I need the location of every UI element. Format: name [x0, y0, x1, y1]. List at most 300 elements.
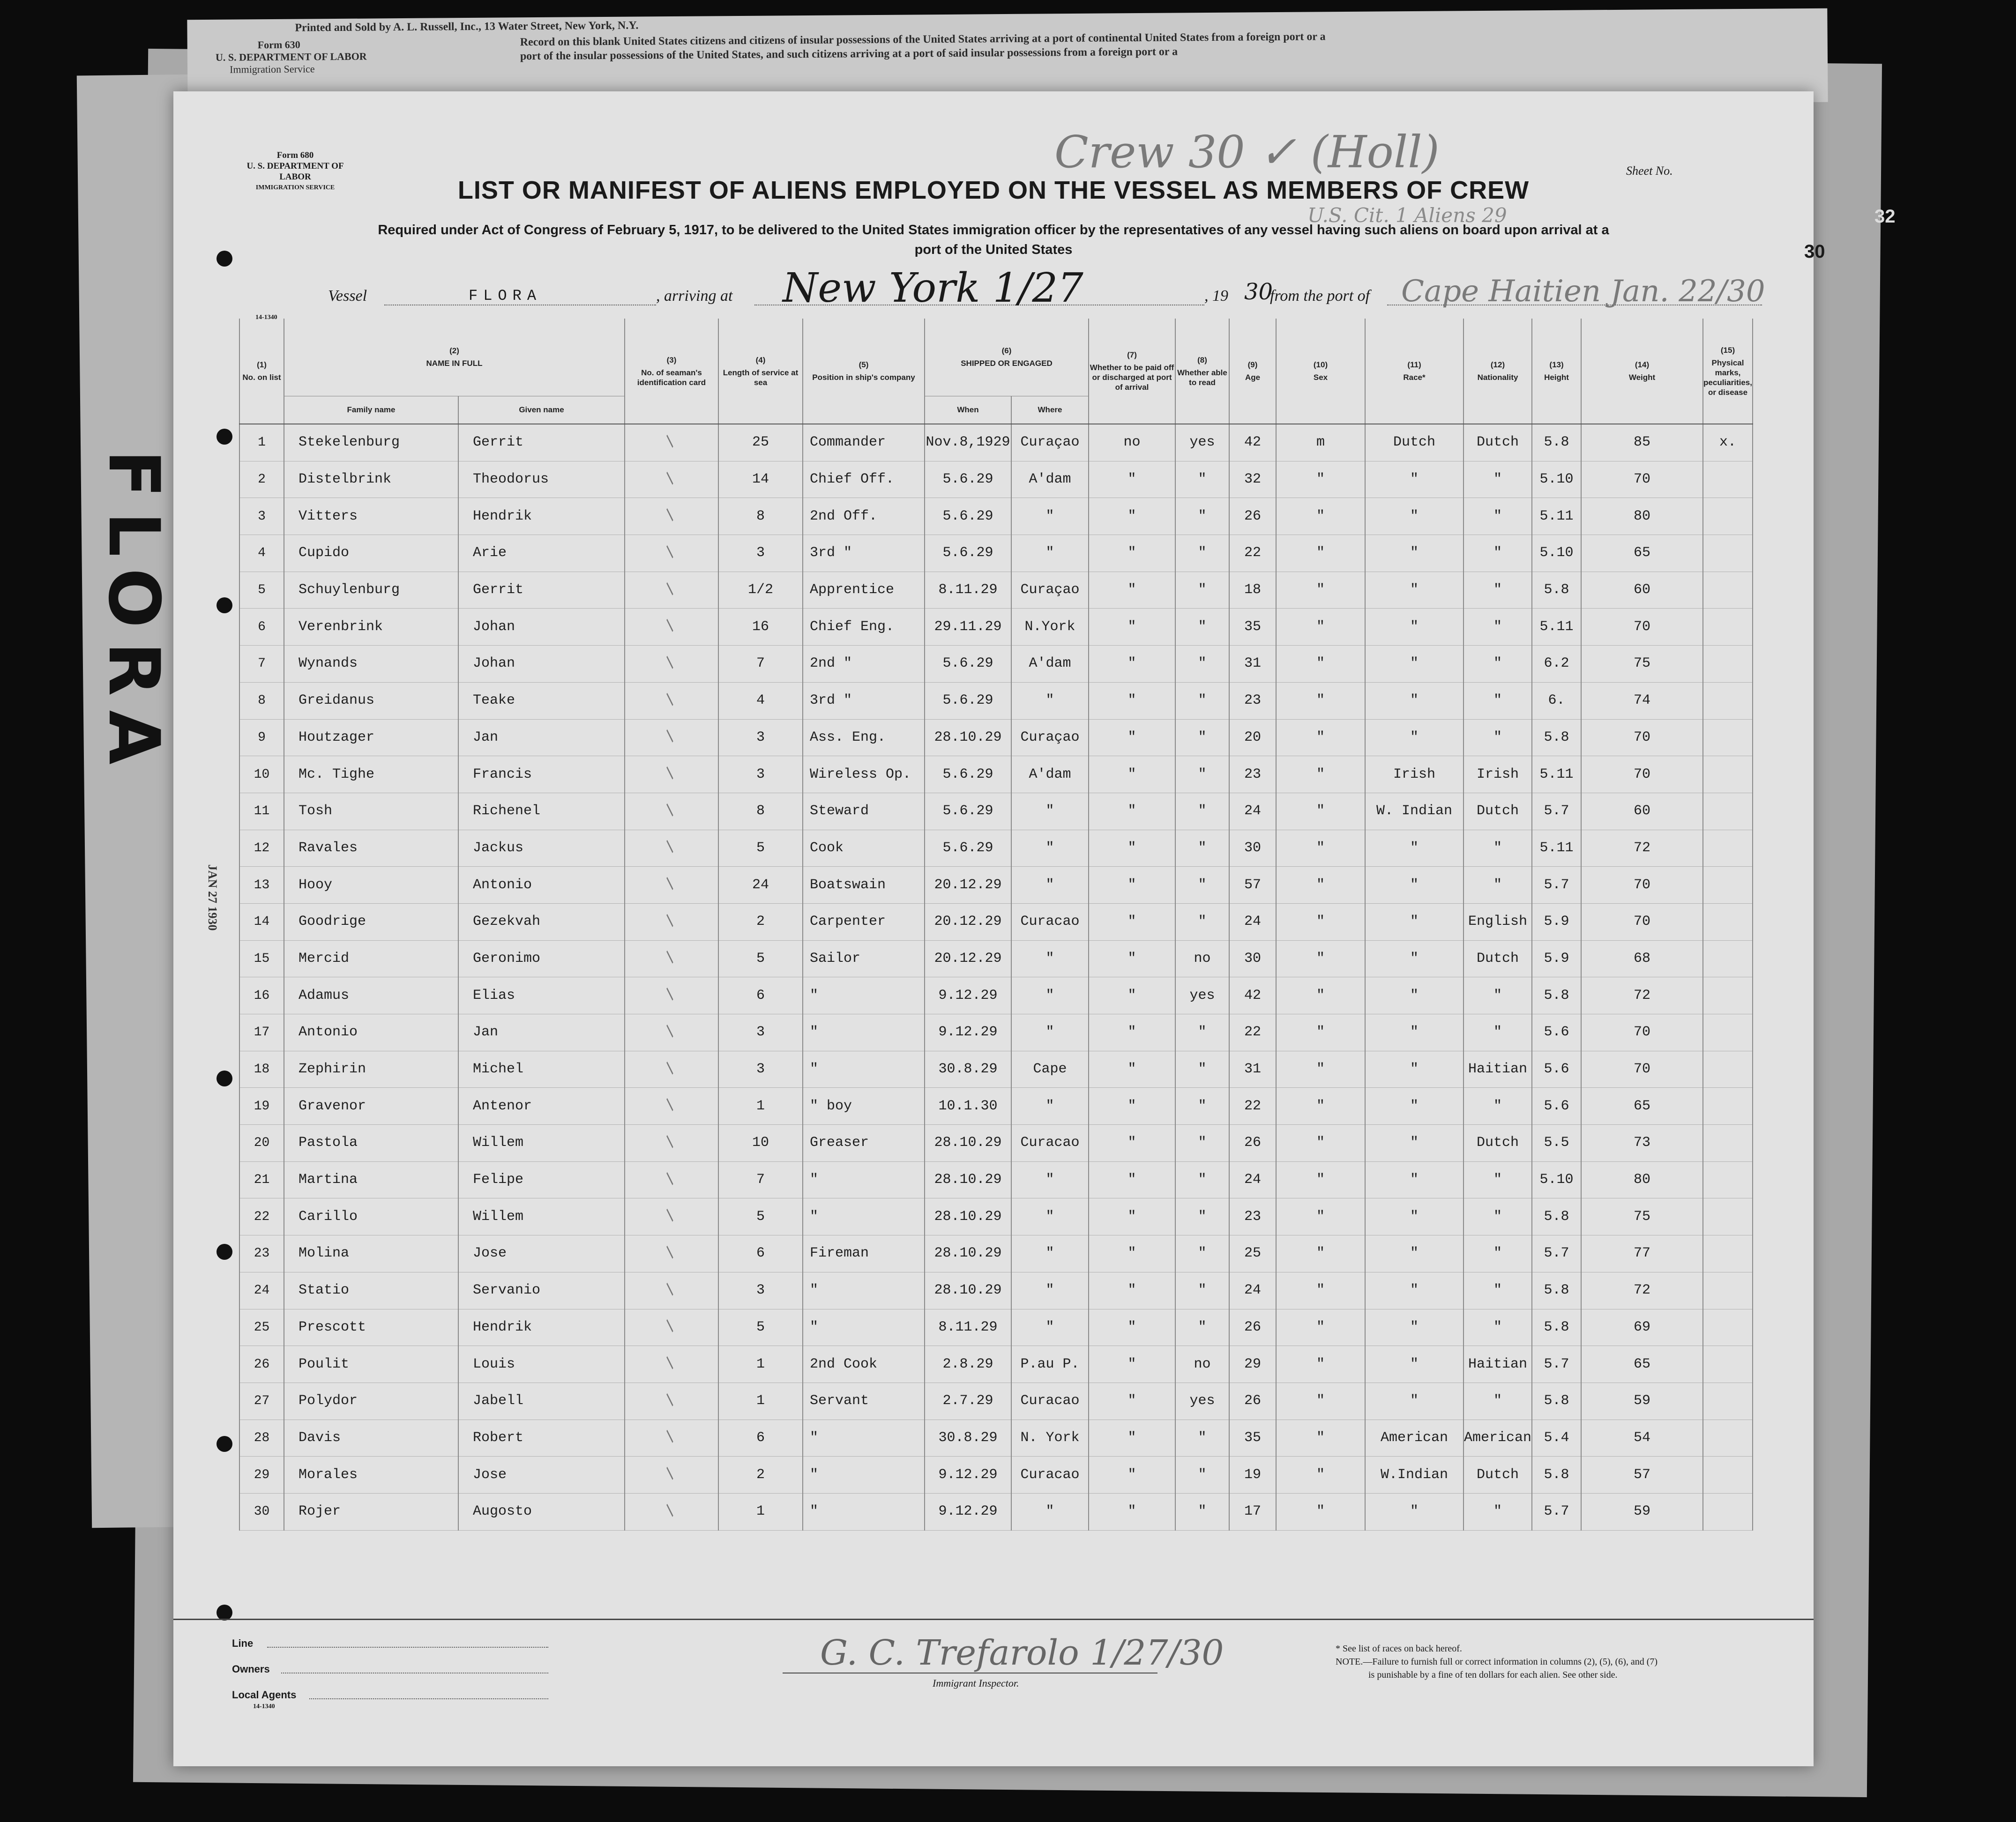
cell-empty	[625, 1346, 718, 1383]
requirement-line-2: port of the United States	[914, 242, 1073, 257]
cell-nat: "	[1463, 609, 1532, 646]
cell-when: 5.6.29	[925, 646, 1011, 683]
col-header-id-card: (3) No. of seaman's identification card	[625, 319, 718, 424]
cell-marks	[1703, 1346, 1753, 1383]
cell-nat: Haitian	[1463, 1346, 1532, 1383]
cell-where: "	[1011, 1088, 1089, 1125]
cell-read: "	[1175, 1493, 1229, 1530]
cell-read: "	[1175, 1088, 1229, 1125]
cell-given: Willem	[458, 1198, 625, 1235]
cell-family: Stekelenburg	[284, 424, 458, 461]
check-mark-icon: /	[661, 1170, 682, 1189]
cell-where: "	[1011, 940, 1089, 977]
cell-given: Jan	[458, 1014, 625, 1051]
cell-paid: "	[1089, 609, 1175, 646]
cell-read: "	[1175, 1051, 1229, 1088]
cell-sex: "	[1276, 1272, 1365, 1309]
cell-sex: "	[1276, 867, 1365, 904]
cell-len: 3	[718, 756, 803, 793]
cell-height: 5.8	[1532, 977, 1581, 1014]
cell-len: 8	[718, 793, 803, 830]
cell-family: Mercid	[284, 940, 458, 977]
table-row	[239, 867, 1753, 904]
cell-read: "	[1175, 572, 1229, 609]
sheet-no-label: Sheet No.	[1626, 164, 1673, 178]
cell-sex: "	[1276, 1309, 1365, 1346]
cell-when: Nov.8,1929	[925, 424, 1011, 461]
cell-where: "	[1011, 535, 1089, 572]
crew-annotation: Crew 30 ✓ (Holl)	[1054, 126, 1440, 178]
cell-when: 29.11.29	[925, 609, 1011, 646]
cell-len: 3	[718, 1272, 803, 1309]
cell-marks	[1703, 1161, 1753, 1198]
cell-when: 2.8.29	[925, 1346, 1011, 1383]
cell-where: "	[1011, 830, 1089, 867]
col-header-paid-off: (7) Whether to be paid off or discharged at port of arrival	[1089, 319, 1175, 424]
cell-paid: "	[1089, 461, 1175, 498]
cell-family: Distelbrink	[284, 461, 458, 498]
cell-race: "	[1365, 1198, 1463, 1235]
cell-weight: 70	[1581, 719, 1703, 756]
record-line-2: port of the insular possessions of the United States, and such citizens arriving at a port of said insular possessions from a foreign port or a	[520, 45, 1178, 63]
col-header-where: Where	[1011, 396, 1089, 424]
cell-height: 5.7	[1532, 793, 1581, 830]
cell-family: Adamus	[284, 977, 458, 1014]
cell-len: 7	[718, 646, 803, 683]
cell-age: 24	[1229, 1272, 1276, 1309]
cell-pos: "	[803, 1457, 925, 1494]
line-underline	[267, 1647, 548, 1648]
underlying-service: Immigration Service	[229, 63, 315, 75]
cell-paid: "	[1089, 1346, 1175, 1383]
cell-where: "	[1011, 977, 1089, 1014]
table-row	[239, 1088, 1753, 1125]
cell-no: 12	[239, 830, 284, 867]
col-header-height: (13) Height	[1532, 319, 1581, 424]
cell-marks	[1703, 903, 1753, 940]
cell-paid: "	[1089, 498, 1175, 535]
cell-no: 18	[239, 1051, 284, 1088]
cell-len: 10	[718, 1125, 803, 1162]
cell-when: 5.6.29	[925, 461, 1011, 498]
cell-read: "	[1175, 1161, 1229, 1198]
cell-pos: Chief Off.	[803, 461, 925, 498]
cell-empty	[625, 498, 718, 535]
flora-marking	[98, 450, 169, 553]
cell-family: Molina	[284, 1235, 458, 1272]
cell-given: Antonio	[458, 867, 625, 904]
cell-where: "	[1011, 867, 1089, 904]
cell-family: Polydor	[284, 1383, 458, 1420]
crew-manifest-table	[239, 319, 1753, 1531]
cell-height: 5.7	[1532, 867, 1581, 904]
cell-empty	[625, 646, 718, 683]
cell-empty	[625, 609, 718, 646]
cell-empty	[625, 572, 718, 609]
table-row	[239, 1309, 1753, 1346]
cell-pos: "	[803, 977, 925, 1014]
check-mark-icon: /	[661, 839, 682, 857]
table-row	[239, 609, 1753, 646]
cell-paid: "	[1089, 793, 1175, 830]
cell-paid: "	[1089, 1383, 1175, 1420]
cell-pos: Carpenter	[803, 903, 925, 940]
cell-family: Tosh	[284, 793, 458, 830]
check-mark-icon: /	[661, 507, 682, 525]
check-mark-icon: /	[661, 912, 682, 931]
cell-where: "	[1011, 1493, 1089, 1530]
cell-family: Martina	[284, 1161, 458, 1198]
cell-family: Verenbrink	[284, 609, 458, 646]
cell-pos: Chief Eng.	[803, 609, 925, 646]
check-mark-icon: /	[661, 470, 682, 489]
cell-pos: Wireless Op.	[803, 756, 925, 793]
cell-marks	[1703, 646, 1753, 683]
arriving-at-value: New York 1/27	[783, 265, 1083, 312]
table-row	[239, 1420, 1753, 1457]
cell-pos: "	[803, 1420, 925, 1457]
cell-family: Zephirin	[284, 1051, 458, 1088]
cell-race: "	[1365, 1125, 1463, 1162]
cell-pos: "	[803, 1014, 925, 1051]
cell-no: 7	[239, 646, 284, 683]
cell-len: 2	[718, 1457, 803, 1494]
cell-age: 24	[1229, 793, 1276, 830]
cell-weight: 75	[1581, 646, 1703, 683]
cell-age: 57	[1229, 867, 1276, 904]
cell-sex: "	[1276, 793, 1365, 830]
cell-given: Arie	[458, 535, 625, 572]
col-header-sex: (10) Sex	[1276, 319, 1365, 424]
cell-empty	[625, 1383, 718, 1420]
cell-where: "	[1011, 1235, 1089, 1272]
requirement-text	[220, 220, 1767, 260]
table-row	[239, 719, 1753, 756]
cell-read: "	[1175, 867, 1229, 904]
cell-where: "	[1011, 1161, 1089, 1198]
cell-nat: Irish	[1463, 756, 1532, 793]
cell-given: Gerrit	[458, 424, 625, 461]
cell-race: "	[1365, 977, 1463, 1014]
cell-race: W. Indian	[1365, 793, 1463, 830]
cell-where: "	[1011, 1014, 1089, 1051]
cell-no: 5	[239, 572, 284, 609]
cell-height: 5.10	[1532, 1161, 1581, 1198]
cell-paid: "	[1089, 977, 1175, 1014]
check-mark-icon: /	[661, 1023, 682, 1041]
check-mark-icon: /	[661, 654, 682, 673]
cell-sex: "	[1276, 903, 1365, 940]
cell-len: 6	[718, 1235, 803, 1272]
cell-sex: "	[1276, 609, 1365, 646]
line-label: Line	[232, 1637, 254, 1649]
cell-weight: 54	[1581, 1420, 1703, 1457]
cell-race: "	[1365, 1051, 1463, 1088]
cell-nat: Haitian	[1463, 1051, 1532, 1088]
cell-len: 6	[718, 1420, 803, 1457]
cell-family: Statio	[284, 1272, 458, 1309]
cell-height: 5.8	[1532, 1383, 1581, 1420]
cell-len: 5	[718, 1198, 803, 1235]
cell-age: 17	[1229, 1493, 1276, 1530]
cell-nat: "	[1463, 498, 1532, 535]
cell-empty	[625, 1088, 718, 1125]
col-header-shipped: (6) SHIPPED OR ENGAGED	[925, 319, 1089, 396]
cell-race: Dutch	[1365, 424, 1463, 461]
cell-age: 25	[1229, 1235, 1276, 1272]
cell-no: 21	[239, 1161, 284, 1198]
cell-empty	[625, 867, 718, 904]
cell-sex: "	[1276, 1493, 1365, 1530]
cell-where: "	[1011, 1309, 1089, 1346]
col-header-nationality: (12) Nationality	[1463, 319, 1532, 424]
table-row	[239, 903, 1753, 940]
cell-where: A'dam	[1011, 756, 1089, 793]
cell-empty	[625, 1161, 718, 1198]
cell-nat: "	[1463, 1235, 1532, 1272]
cell-no: 8	[239, 682, 284, 719]
col-header-age: (9) Age	[1229, 319, 1276, 424]
cell-when: 8.11.29	[925, 572, 1011, 609]
cell-no: 6	[239, 609, 284, 646]
cell-age: 23	[1229, 1198, 1276, 1235]
cell-given: Johan	[458, 609, 625, 646]
cell-age: 42	[1229, 424, 1276, 461]
cell-race: "	[1365, 719, 1463, 756]
cell-age: 30	[1229, 830, 1276, 867]
cell-sex: "	[1276, 498, 1365, 535]
cell-read: "	[1175, 646, 1229, 683]
cell-weight: 77	[1581, 1235, 1703, 1272]
cell-read: "	[1175, 793, 1229, 830]
cell-marks	[1703, 1235, 1753, 1272]
cell-given: Antenor	[458, 1088, 625, 1125]
table-row	[239, 1457, 1753, 1494]
check-mark-icon: /	[661, 433, 682, 452]
cell-where: "	[1011, 793, 1089, 830]
cell-where: N. York	[1011, 1420, 1089, 1457]
cell-pos: Fireman	[803, 1235, 925, 1272]
cell-read: yes	[1175, 977, 1229, 1014]
check-mark-icon: /	[661, 1318, 682, 1336]
check-mark-icon: /	[661, 1502, 682, 1521]
cell-weight: 70	[1581, 609, 1703, 646]
cell-when: 9.12.29	[925, 977, 1011, 1014]
cell-given: Jabell	[458, 1383, 625, 1420]
cell-race: "	[1365, 461, 1463, 498]
punch-hole	[217, 1605, 232, 1621]
cell-len: 3	[718, 719, 803, 756]
cell-len: 4	[718, 682, 803, 719]
col-header-family: Family name	[284, 396, 458, 424]
cell-paid: "	[1089, 1161, 1175, 1198]
cell-marks	[1703, 572, 1753, 609]
cell-race: Irish	[1365, 756, 1463, 793]
cell-weight: 72	[1581, 1272, 1703, 1309]
form-department: U. S. DEPARTMENT OF LABOR	[246, 161, 344, 182]
cell-nat: Dutch	[1463, 793, 1532, 830]
cell-weight: 69	[1581, 1309, 1703, 1346]
cell-read: no	[1175, 1346, 1229, 1383]
cell-pos: "	[803, 1493, 925, 1530]
cell-read: yes	[1175, 1383, 1229, 1420]
cell-weight: 68	[1581, 940, 1703, 977]
cell-pos: 2nd Cook	[803, 1346, 925, 1383]
cell-no: 30	[239, 1493, 284, 1530]
cell-read: "	[1175, 1457, 1229, 1494]
col-header-position: (5) Position in ship's company	[803, 319, 925, 424]
check-mark-icon: /	[661, 1244, 682, 1263]
cell-pos: "	[803, 1051, 925, 1088]
table-row	[239, 1235, 1753, 1272]
cell-family: Carillo	[284, 1198, 458, 1235]
table-row	[239, 1014, 1753, 1051]
from-port-value: Cape Haitien Jan. 22/30	[1401, 274, 1765, 309]
punch-hole	[217, 1244, 232, 1260]
cell-nat: Dutch	[1463, 1457, 1532, 1494]
cell-marks	[1703, 498, 1753, 535]
printer-line: Printed and Sold by A. L. Russell, Inc., 13 Water Street, New York, N.Y.	[295, 19, 639, 34]
cell-read: no	[1175, 940, 1229, 977]
cell-family: Wynands	[284, 646, 458, 683]
cell-pos: " boy	[803, 1088, 925, 1125]
cell-paid: "	[1089, 867, 1175, 904]
cell-sex: "	[1276, 646, 1365, 683]
table-row	[239, 756, 1753, 793]
manifest-sheet	[173, 91, 1825, 1766]
cell-nat: "	[1463, 1383, 1532, 1420]
owners-label: Owners	[232, 1663, 270, 1675]
table-row	[239, 1493, 1753, 1530]
cell-read: "	[1175, 461, 1229, 498]
cell-age: 26	[1229, 1125, 1276, 1162]
cell-read: yes	[1175, 424, 1229, 461]
cell-height: 5.5	[1532, 1125, 1581, 1162]
cell-given: Felipe	[458, 1161, 625, 1198]
cell-no: 15	[239, 940, 284, 977]
cell-empty	[625, 940, 718, 977]
cell-empty	[625, 1309, 718, 1346]
col-header-read: (8) Whether able to read	[1175, 319, 1229, 424]
cell-empty	[625, 1051, 718, 1088]
cell-age: 31	[1229, 1051, 1276, 1088]
cell-read: "	[1175, 1235, 1229, 1272]
cell-nat: "	[1463, 1309, 1532, 1346]
cell-marks	[1703, 1420, 1753, 1457]
cell-marks	[1703, 867, 1753, 904]
cell-family: Rojer	[284, 1493, 458, 1530]
cell-empty	[625, 1198, 718, 1235]
cell-read: "	[1175, 756, 1229, 793]
cell-read: "	[1175, 1309, 1229, 1346]
cell-no: 9	[239, 719, 284, 756]
punch-hole	[217, 429, 232, 445]
cell-family: Gravenor	[284, 1088, 458, 1125]
check-mark-icon: /	[661, 1097, 682, 1115]
cell-marks	[1703, 1493, 1753, 1530]
cell-weight: 80	[1581, 498, 1703, 535]
punch-hole	[217, 1071, 232, 1086]
cell-age: 35	[1229, 609, 1276, 646]
cell-when: 28.10.29	[925, 1125, 1011, 1162]
underlying-form-no: Form 630	[257, 38, 300, 51]
cell-height: 5.8	[1532, 719, 1581, 756]
cell-weight: 59	[1581, 1383, 1703, 1420]
table-row	[239, 1383, 1753, 1420]
cell-read: "	[1175, 1014, 1229, 1051]
cell-empty	[625, 756, 718, 793]
cell-height: 5.6	[1532, 1088, 1581, 1125]
table-row	[239, 1346, 1753, 1383]
cell-race: W.Indian	[1365, 1457, 1463, 1494]
cell-where: A'dam	[1011, 461, 1089, 498]
cell-paid: "	[1089, 1272, 1175, 1309]
cell-empty	[625, 535, 718, 572]
cell-weight: 65	[1581, 1088, 1703, 1125]
cell-age: 32	[1229, 461, 1276, 498]
cell-where: "	[1011, 498, 1089, 535]
cell-height: 5.8	[1532, 1457, 1581, 1494]
cell-age: 18	[1229, 572, 1276, 609]
table-row	[239, 1051, 1753, 1088]
cell-pos: "	[803, 1198, 925, 1235]
cell-weight: 65	[1581, 535, 1703, 572]
cell-empty	[625, 1235, 718, 1272]
cell-given: Robert	[458, 1420, 625, 1457]
cell-race: American	[1365, 1420, 1463, 1457]
cell-pos: Commander	[803, 424, 925, 461]
cell-empty	[625, 1493, 718, 1530]
cell-race: "	[1365, 1088, 1463, 1125]
cell-age: 23	[1229, 682, 1276, 719]
col-header-when: When	[925, 396, 1011, 424]
cell-height: 5.6	[1532, 1014, 1581, 1051]
table-row	[239, 793, 1753, 830]
underlying-dept: U. S. DEPARTMENT OF LABOR	[215, 50, 367, 63]
cell-len: 16	[718, 609, 803, 646]
cell-no: 20	[239, 1125, 284, 1162]
cell-marks	[1703, 756, 1753, 793]
cell-sex: "	[1276, 535, 1365, 572]
cell-no: 4	[239, 535, 284, 572]
cell-race: "	[1365, 1493, 1463, 1530]
cell-given: Jose	[458, 1235, 625, 1272]
cell-marks	[1703, 535, 1753, 572]
col-header-name: (2) NAME IN FULL	[284, 319, 625, 396]
cell-where: A'dam	[1011, 646, 1089, 683]
cell-given: Theodorus	[458, 461, 625, 498]
col-header-weight: (14) Weight	[1581, 319, 1703, 424]
cell-given: Gerrit	[458, 572, 625, 609]
cell-race: "	[1365, 867, 1463, 904]
check-mark-icon: /	[661, 543, 682, 562]
cell-height: 5.6	[1532, 1051, 1581, 1088]
cell-when: 20.12.29	[925, 903, 1011, 940]
cell-given: Johan	[458, 646, 625, 683]
cell-nat: "	[1463, 719, 1532, 756]
cell-len: 5	[718, 830, 803, 867]
cell-empty	[625, 719, 718, 756]
cell-pos: "	[803, 1161, 925, 1198]
cell-sex: "	[1276, 756, 1365, 793]
check-mark-icon: /	[661, 802, 682, 820]
cell-sex: "	[1276, 1198, 1365, 1235]
cell-empty	[625, 1014, 718, 1051]
arriving-label: , arriving at	[656, 287, 733, 305]
cell-read: "	[1175, 535, 1229, 572]
cell-where: Curaçao	[1011, 424, 1089, 461]
check-mark-icon: /	[661, 1354, 682, 1373]
